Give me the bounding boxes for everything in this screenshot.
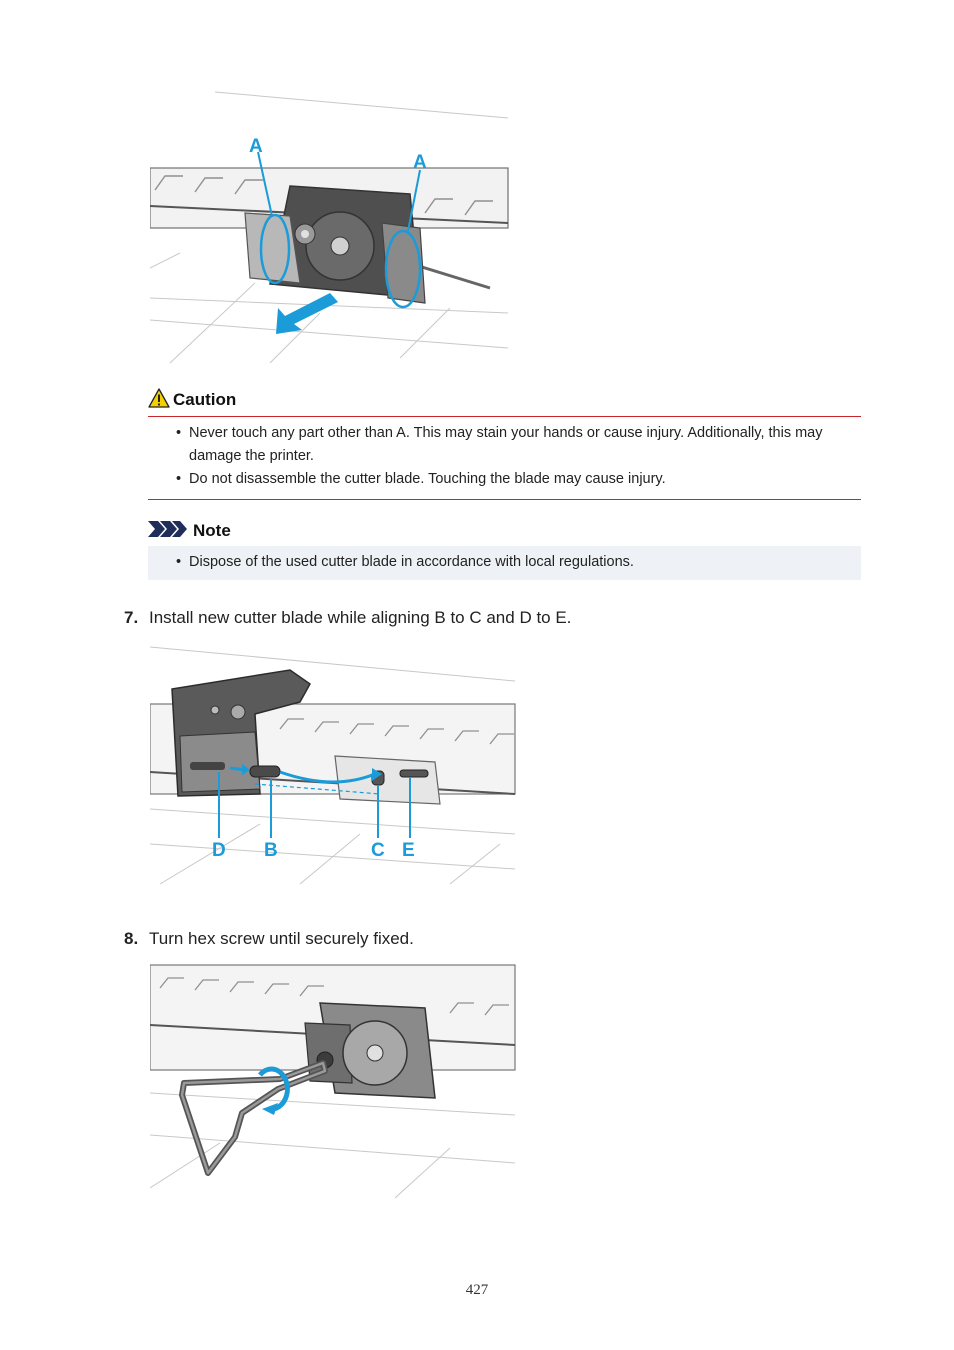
figure-turn-hex-screw	[150, 963, 518, 1199]
step-number: 7.	[124, 608, 139, 627]
figure-remove-cutter-blade	[150, 88, 510, 368]
caution-top-rule	[148, 416, 861, 417]
callout-label-d: D	[212, 840, 226, 861]
caution-list	[176, 422, 856, 491]
caution-title: Caution	[173, 390, 237, 409]
note-list	[176, 551, 856, 574]
callout-label-b: B	[264, 840, 278, 861]
note-chevrons-icon	[148, 521, 188, 542]
list-item	[176, 468, 856, 491]
warning-triangle-icon	[148, 388, 170, 413]
list-item	[176, 422, 856, 468]
caution-bottom-rule	[148, 499, 861, 500]
step-number: 8.	[124, 929, 139, 948]
callout-label-a: A	[249, 136, 263, 157]
bullet-dot: •	[176, 471, 182, 487]
bullet-dot: •	[176, 425, 182, 441]
page-number: 427	[465, 1282, 489, 1298]
step-text: Turn hex screw until securely fixed.	[149, 929, 414, 948]
callout-label-a: A	[413, 152, 427, 173]
caution-item-text: Do not disassemble the cutter blade. Touching the blade may cause injury.	[189, 471, 666, 487]
caution-heading	[148, 388, 236, 412]
bullet-dot: •	[176, 554, 182, 570]
list-item	[176, 551, 856, 574]
step-text: Install new cutter blade while aligning B to C and D to E.	[149, 608, 572, 627]
step-8	[124, 929, 414, 949]
callout-label-c: C	[371, 840, 385, 861]
figure-install-cutter-blade	[150, 644, 518, 890]
note-title: Note	[193, 521, 231, 540]
step-7	[124, 608, 571, 628]
note-item-text: Dispose of the used cutter blade in accordance with local regulations.	[189, 554, 634, 570]
callout-label-e: E	[402, 840, 415, 861]
caution-item-text: Never touch any part other than A. This may stain your hands or cause injury. Additionally, this may damage the printer.	[189, 425, 823, 464]
note-heading	[148, 519, 231, 543]
